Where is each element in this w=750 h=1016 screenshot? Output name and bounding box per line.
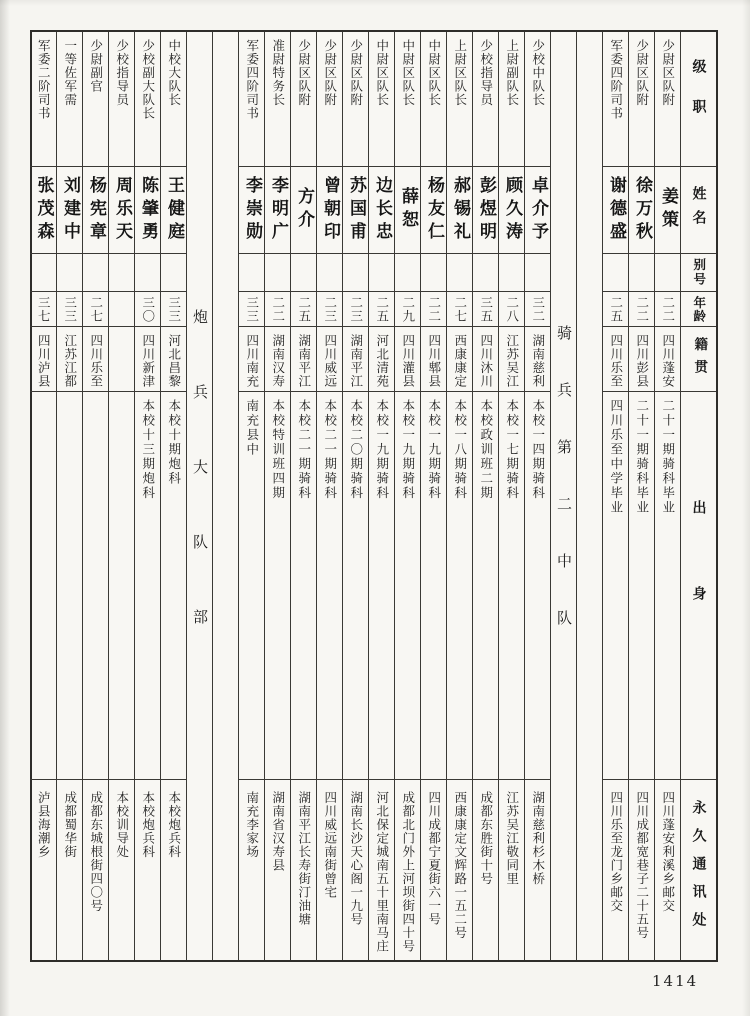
address-cell: 江苏吴江敬同里 xyxy=(504,791,520,886)
address-cell: 湖南长沙天心阁一九号 xyxy=(348,791,364,926)
header-origin: 出身 xyxy=(681,392,716,780)
name-cell: 李明广 xyxy=(265,167,290,254)
age-cell: 三三 xyxy=(57,292,82,327)
header-name: 姓名 xyxy=(681,167,716,254)
alias-cell xyxy=(161,254,186,292)
native-place-cell: 四川蓬安 xyxy=(655,327,680,392)
age-cell: 二八 xyxy=(499,292,524,327)
native-place-cell: 河北昌黎 xyxy=(161,327,186,392)
alias-cell xyxy=(57,254,82,292)
name-cell: 曾朝印 xyxy=(317,167,342,254)
origin-cell: 本校十三期炮科 xyxy=(135,392,160,780)
origin-cell: 南充县中 xyxy=(239,392,264,780)
origin-cell: 本校特训班四期 xyxy=(265,392,290,780)
name-cell: 姜策 xyxy=(655,167,680,254)
rank-cell: 少尉区队附 xyxy=(317,32,342,167)
alias-cell xyxy=(499,254,524,292)
person-column xyxy=(342,32,368,960)
person-column xyxy=(446,32,472,960)
person-column xyxy=(264,32,290,960)
address-cell: 本校炮兵科 xyxy=(140,791,156,859)
age-cell: 二五 xyxy=(369,292,394,327)
age-cell: 三三 xyxy=(161,292,186,327)
address-cell: 泸县海潮乡 xyxy=(36,791,52,859)
name-cell: 王健庭 xyxy=(161,167,186,254)
alias-cell xyxy=(30,254,56,292)
native-place-cell: 湖南汉寿 xyxy=(265,327,290,392)
address-cell: 河北保定城南五十里南马庄 xyxy=(374,791,390,953)
person-column xyxy=(134,32,160,960)
spacer-column xyxy=(576,32,602,960)
age-cell: 二二 xyxy=(421,292,446,327)
native-place-cell: 四川沐川 xyxy=(473,327,498,392)
native-place-cell: 四川彭县 xyxy=(629,327,654,392)
empty-cell xyxy=(577,32,602,960)
origin-cell: 四川乐至中学毕业 xyxy=(603,392,628,780)
address-cell: 成都蜀华街 xyxy=(62,791,78,859)
origin-cell: 二十一期骑科毕业 xyxy=(655,392,680,780)
native-place-cell xyxy=(109,327,134,392)
alias-cell xyxy=(317,254,342,292)
age-cell: 二二 xyxy=(629,292,654,327)
age-cell xyxy=(109,292,134,327)
rank-cell: 少校副大队长 xyxy=(135,32,160,167)
header-rank: 级职 xyxy=(681,32,716,167)
name-cell: 方介 xyxy=(291,167,316,254)
native-place-cell: 湖南平江 xyxy=(291,327,316,392)
address-cell: 湖南平江长寿街汀油塘 xyxy=(296,791,312,926)
rank-cell: 少尉区队附 xyxy=(343,32,368,167)
roster-table xyxy=(30,30,718,962)
rank-cell: 少校中队长 xyxy=(525,32,550,167)
native-place-cell: 四川郫县 xyxy=(421,327,446,392)
alias-cell xyxy=(265,254,290,292)
name-cell: 彭煜明 xyxy=(473,167,498,254)
rank-cell: 上尉区队长 xyxy=(447,32,472,167)
alias-cell xyxy=(421,254,446,292)
age-cell: 二九 xyxy=(395,292,420,327)
name-cell: 张茂森 xyxy=(30,167,56,254)
alias-cell xyxy=(239,254,264,292)
age-cell: 二七 xyxy=(447,292,472,327)
native-place-cell: 四川乐至 xyxy=(603,327,628,392)
age-cell: 二三 xyxy=(317,292,342,327)
native-place-cell: 湖南平江 xyxy=(343,327,368,392)
rank-cell: 少校指导员 xyxy=(109,32,134,167)
address-cell: 成都北门外上河坝街四十号 xyxy=(400,791,416,953)
age-cell: 三七 xyxy=(30,292,56,327)
origin-cell: 本校政训班二期 xyxy=(473,392,498,780)
person-column xyxy=(56,32,82,960)
native-place-cell: 四川泸县 xyxy=(30,327,56,392)
origin-cell: 本校二〇期骑科 xyxy=(343,392,368,780)
address-cell: 成都东城根街四〇号 xyxy=(88,791,104,913)
address-cell: 四川乐至龙门乡邮交 xyxy=(608,791,624,913)
rank-cell: 上尉副队长 xyxy=(499,32,524,167)
person-column xyxy=(394,32,420,960)
header-native-place: 籍贯 xyxy=(681,327,716,392)
alias-cell xyxy=(629,254,654,292)
header-alias: 别号 xyxy=(681,254,716,292)
rank-cell: 准尉特务长 xyxy=(265,32,290,167)
name-cell: 苏国甫 xyxy=(343,167,368,254)
person-column xyxy=(238,32,264,960)
age-cell: 二五 xyxy=(603,292,628,327)
alias-cell xyxy=(525,254,550,292)
native-place-cell: 江苏吴江 xyxy=(499,327,524,392)
native-place-cell: 四川新津 xyxy=(135,327,160,392)
name-cell: 边长忠 xyxy=(369,167,394,254)
name-cell: 周乐天 xyxy=(109,167,134,254)
rank-cell: 少校指导员 xyxy=(473,32,498,167)
address-cell: 本校炮兵科 xyxy=(166,791,182,859)
name-cell: 薛恕 xyxy=(395,167,420,254)
age-cell: 三二 xyxy=(525,292,550,327)
person-column xyxy=(472,32,498,960)
address-cell: 本校训导处 xyxy=(114,791,130,859)
alias-cell xyxy=(447,254,472,292)
person-column xyxy=(628,32,654,960)
origin-cell: 本校一九期骑科 xyxy=(421,392,446,780)
rank-cell: 中尉区队长 xyxy=(395,32,420,167)
origin-cell xyxy=(30,392,56,780)
empty-cell xyxy=(213,32,238,960)
origin-cell: 本校二一期骑科 xyxy=(317,392,342,780)
address-cell: 湖南慈利杉木桥 xyxy=(530,791,546,886)
age-cell: 二二 xyxy=(655,292,680,327)
name-cell: 顾久涛 xyxy=(499,167,524,254)
name-cell: 徐万秋 xyxy=(629,167,654,254)
rank-cell: 少尉区队附 xyxy=(629,32,654,167)
rank-cell: 一等佐军需 xyxy=(57,32,82,167)
spacer-column xyxy=(212,32,238,960)
name-cell: 陈肇勇 xyxy=(135,167,160,254)
rank-cell: 军委二阶司书 xyxy=(30,32,56,167)
person-column xyxy=(290,32,316,960)
person-column xyxy=(498,32,524,960)
person-column xyxy=(368,32,394,960)
age-cell: 三三 xyxy=(239,292,264,327)
age-cell: 二三 xyxy=(343,292,368,327)
person-column xyxy=(420,32,446,960)
alias-cell xyxy=(343,254,368,292)
name-cell: 谢德盛 xyxy=(603,167,628,254)
native-place-cell: 四川灌县 xyxy=(395,327,420,392)
page-number: 1414 xyxy=(652,972,699,990)
native-place-cell: 四川南充 xyxy=(239,327,264,392)
section-column-cavalry xyxy=(550,32,576,960)
name-cell: 刘建中 xyxy=(57,167,82,254)
origin-cell: 本校一四期骑科 xyxy=(525,392,550,780)
native-place-cell: 西康康定 xyxy=(447,327,472,392)
address-cell: 四川成都宽巷子二十五号 xyxy=(634,791,650,940)
person-column xyxy=(524,32,550,960)
alias-cell xyxy=(655,254,680,292)
native-place-cell: 河北清苑 xyxy=(369,327,394,392)
address-cell: 湖南省汉寿县 xyxy=(270,791,286,872)
origin-cell: 本校一九期骑科 xyxy=(395,392,420,780)
address-cell: 成都东胜街十号 xyxy=(478,791,494,886)
alias-cell xyxy=(83,254,108,292)
native-place-cell: 四川威远 xyxy=(317,327,342,392)
native-place-cell: 湖南慈利 xyxy=(525,327,550,392)
section-title-cavalry: 骑兵第二中队 xyxy=(555,325,573,667)
section-title-artillery: 炮兵大队部 xyxy=(191,308,209,684)
rank-cell: 少尉副官 xyxy=(83,32,108,167)
rank-cell: 少尉区队附 xyxy=(655,32,680,167)
name-cell: 杨友仁 xyxy=(421,167,446,254)
rank-cell: 中尉区队长 xyxy=(421,32,446,167)
origin-cell: 本校一九期骑科 xyxy=(369,392,394,780)
person-column xyxy=(30,32,56,960)
rank-cell: 中尉区队长 xyxy=(369,32,394,167)
person-column xyxy=(160,32,186,960)
age-cell: 二七 xyxy=(83,292,108,327)
person-column xyxy=(82,32,108,960)
alias-cell xyxy=(473,254,498,292)
address-cell: 南充李家场 xyxy=(244,791,260,859)
age-cell: 二二 xyxy=(265,292,290,327)
person-column xyxy=(316,32,342,960)
alias-cell xyxy=(135,254,160,292)
origin-cell xyxy=(109,392,134,780)
name-cell: 郝锡礼 xyxy=(447,167,472,254)
alias-cell xyxy=(369,254,394,292)
name-cell: 李崇勋 xyxy=(239,167,264,254)
origin-cell: 本校一八期骑科 xyxy=(447,392,472,780)
origin-cell: 本校二一期骑科 xyxy=(291,392,316,780)
header-age: 年龄 xyxy=(681,292,716,327)
alias-cell xyxy=(395,254,420,292)
age-cell: 三五 xyxy=(473,292,498,327)
header-address: 永久通讯处 xyxy=(690,800,707,940)
origin-cell: 本校一七期骑科 xyxy=(499,392,524,780)
rank-cell: 中校大队长 xyxy=(161,32,186,167)
alias-cell xyxy=(603,254,628,292)
origin-cell: 本校十期炮科 xyxy=(161,392,186,780)
rank-cell: 少尉区队附 xyxy=(291,32,316,167)
name-cell: 卓介予 xyxy=(525,167,550,254)
rank-cell: 军委四阶司书 xyxy=(603,32,628,167)
age-cell: 三〇 xyxy=(135,292,160,327)
address-cell: 西康康定文辉路一五二号 xyxy=(452,791,468,940)
section-column-artillery xyxy=(186,32,212,960)
origin-cell xyxy=(83,392,108,780)
age-cell: 二五 xyxy=(291,292,316,327)
person-column xyxy=(654,32,680,960)
address-cell: 四川蓬安利溪乡邮交 xyxy=(660,791,676,913)
address-cell: 四川威远南街曾宅 xyxy=(322,791,338,899)
person-column xyxy=(602,32,628,960)
name-cell: 杨宪章 xyxy=(83,167,108,254)
header-column xyxy=(680,32,716,960)
rank-cell: 军委四阶司书 xyxy=(239,32,264,167)
alias-cell xyxy=(109,254,134,292)
native-place-cell: 四川乐至 xyxy=(83,327,108,392)
address-cell: 四川成都宁夏街六一号 xyxy=(426,791,442,926)
origin-cell xyxy=(57,392,82,780)
native-place-cell: 江苏江都 xyxy=(57,327,82,392)
person-column xyxy=(108,32,134,960)
origin-cell: 二十一期骑科毕业 xyxy=(629,392,654,780)
alias-cell xyxy=(291,254,316,292)
